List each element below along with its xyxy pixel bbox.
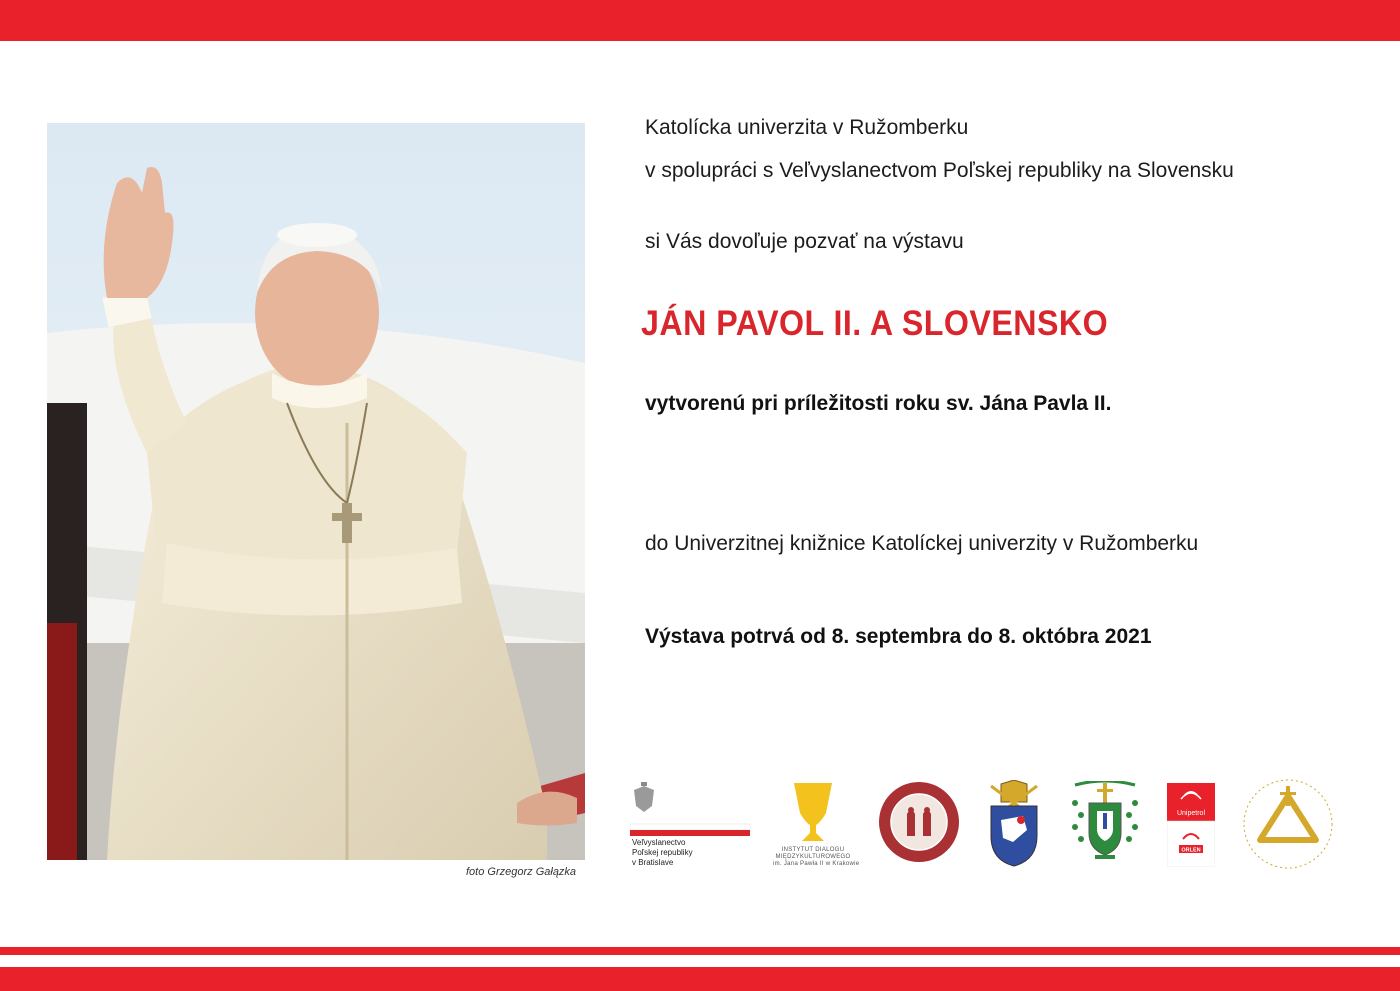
- exhibition-dates: Výstava potrvá od 8. septembra do 8. októbra 2021: [645, 625, 1152, 648]
- institute-line2: MIĘDZYKULTUROWEGO: [775, 854, 851, 860]
- pope-waving-illustration: [47, 123, 585, 860]
- portrait-photo: [47, 123, 585, 860]
- orlen-logo-text: ORLEN: [1181, 847, 1201, 854]
- institute-logo-text: [773, 847, 860, 868]
- venue-line: do Univerzitnej knižnice Katolíckej univerzity v Ružomberku: [645, 532, 1199, 555]
- bottom-thin-red-bar: [0, 947, 1400, 955]
- polish-eagle-icon: [630, 782, 752, 838]
- institute-line3: im. Jana Pawła II w Krakowie: [773, 861, 860, 867]
- exhibition-subtitle: vytvorenú pri príležitosti roku sv. Jána Pavla II.: [645, 392, 1112, 415]
- comenius-university-seal-icon: [877, 780, 961, 864]
- institute-line1: INSTYTUT DIALOGU: [781, 847, 845, 853]
- embassy-line1: Veľvyslanectvo: [632, 838, 686, 847]
- cooperation-line: v spolupráci s Veľvyslanectvom Poľskej republiky na Slovensku: [645, 159, 1234, 182]
- exhibition-title: JÁN PAVOL II. A SLOVENSKO: [641, 304, 1109, 343]
- embassy-logo-text: [632, 838, 742, 868]
- catholic-university-logo-icon: [1236, 778, 1340, 870]
- diocese-coat-of-arms-icon: [983, 780, 1045, 868]
- chalice-icon: [792, 783, 834, 845]
- embassy-line2: Poľskej republiky: [632, 848, 693, 857]
- bishop-coat-of-arms-icon: [1069, 781, 1141, 865]
- unipetrol-orlen-logo-icon: [1167, 783, 1215, 867]
- top-red-bar: [0, 0, 1400, 41]
- organizer-line: Katolícka univerzita v Ružomberku: [645, 116, 969, 139]
- unipetrol-logo-text: Unipetrol: [1176, 810, 1206, 817]
- invitation-line: si Vás dovoľuje pozvať na výstavu: [645, 230, 964, 253]
- photo-credit: foto Grzegorz Gałązka: [466, 866, 577, 878]
- embassy-line3: v Bratislave: [632, 858, 674, 867]
- bottom-red-bar: [0, 967, 1400, 991]
